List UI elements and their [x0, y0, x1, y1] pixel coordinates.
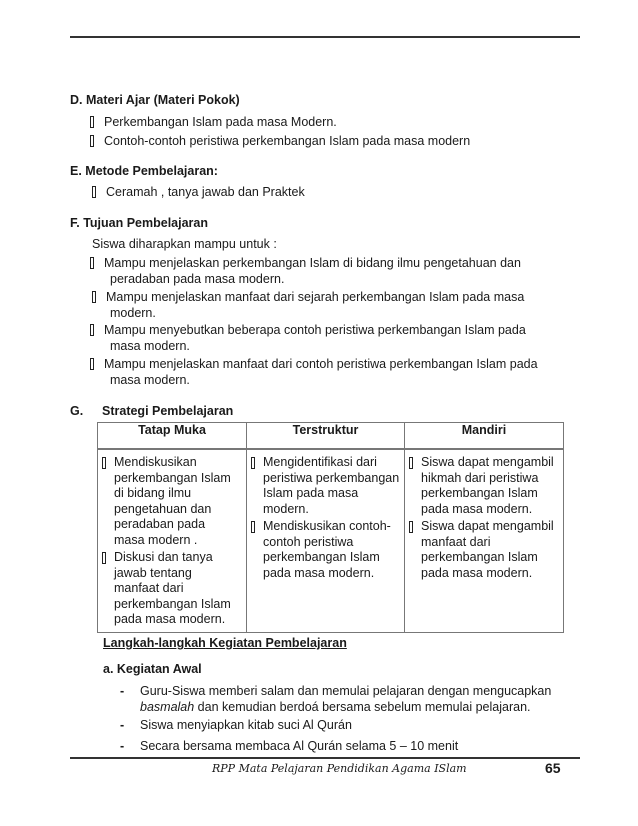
dash-icon: -	[120, 718, 125, 732]
table-cell-line: Islam pada masa	[263, 486, 359, 500]
cell-mandiri	[405, 449, 564, 632]
cell-tatap-muka	[98, 449, 247, 632]
table-cell-item	[409, 455, 559, 517]
section-f-item-cont: peradaban pada masa modern.	[110, 272, 285, 286]
bullet-icon	[409, 521, 413, 533]
section-d-item: Perkembangan Islam pada masa Modern.	[90, 115, 337, 129]
section-f-item: Mampu menjelaskan manfaat dari contoh peristiwa perkembangan Islam pada	[90, 357, 538, 371]
kegiatan-awal-heading: a. Kegiatan Awal	[103, 662, 202, 676]
table-cell-line: perkembangan Islam	[263, 550, 380, 564]
top-rule	[70, 36, 580, 38]
table-cell-line: Mendiskusikan	[114, 455, 197, 469]
section-g-label: G.	[70, 404, 84, 418]
section-f-item: Mampu menyebutkan beberapa contoh peristiwa perkembangan Islam pada	[90, 323, 526, 337]
table-cell-line: Siswa dapat mengambil	[421, 455, 554, 469]
table-cell-line: perkembangan Islam	[421, 550, 538, 564]
kegiatan-item: - Secara bersama membaca Al Qurán selama 5 – 10 menit	[120, 739, 459, 753]
header-tatap-muka: Tatap Muka	[98, 423, 247, 450]
table-cell-line: manfaat dari	[421, 534, 491, 549]
bullet-icon	[102, 552, 106, 564]
bullet-icon	[90, 358, 94, 370]
table-cell-line: modern.	[263, 501, 309, 516]
table-cell-text	[114, 550, 231, 628]
strategy-table-header	[98, 423, 564, 450]
section-f-item-cont: masa modern.	[110, 339, 190, 353]
table-cell-text	[114, 455, 231, 548]
section-e-heading: E. Metode Pembelajaran:	[70, 164, 218, 178]
table-cell-item	[251, 519, 400, 581]
table-cell-item	[409, 519, 559, 581]
strategy-table-row	[98, 449, 564, 632]
section-f-heading: F. Tujuan Pembelajaran	[70, 216, 209, 230]
header-terstruktur: Terstruktur	[247, 423, 405, 450]
table-cell-line: jawab tentang	[114, 565, 192, 580]
dash-icon: -	[120, 684, 125, 698]
table-cell-line: pada masa modern.	[421, 501, 533, 516]
page-number: 65	[545, 760, 561, 776]
table-cell-item	[102, 455, 242, 548]
table-cell-item	[102, 550, 242, 628]
header-mandiri: Mandiri	[405, 423, 564, 450]
bullet-icon	[90, 324, 94, 336]
kegiatan-item: - Siswa menyiapkan kitab suci Al Qurán	[120, 718, 352, 732]
bullet-icon	[251, 521, 255, 533]
table-cell-line: peradaban pada	[114, 517, 206, 531]
footer-text: RPP Mata Pelajaran Pendidikan Agama ISlam	[212, 762, 467, 775]
section-f-item: Mampu menjelaskan perkembangan Islam di bidang ilmu pengetahuan dan	[90, 256, 521, 270]
kegiatan-item: - Guru-Siswa memberi salam dan memulai pelajaran dengan mengucapkan	[120, 684, 552, 698]
section-d-heading: D. Materi Ajar (Materi Pokok)	[70, 93, 240, 107]
cell-terstruktur	[247, 449, 405, 632]
table-cell-line: peristiwa perkembangan	[263, 470, 400, 485]
table-cell-line: perkembangan Islam	[114, 470, 231, 485]
table-cell-item	[251, 455, 400, 517]
table-cell-line: Diskusi dan tanya	[114, 550, 213, 564]
section-f-intro: Siswa diharapkan mampu untuk :	[92, 237, 277, 251]
table-cell-line: perkembangan Islam	[421, 486, 538, 500]
section-f-item-cont: modern.	[110, 306, 156, 320]
bullet-icon	[90, 116, 94, 128]
table-cell-line: Mengidentifikasi dari	[263, 455, 377, 469]
table-cell-line: manfaat dari	[114, 581, 184, 595]
bullet-icon	[90, 135, 94, 147]
table-cell-line: masa modern .	[114, 532, 198, 547]
section-g-heading: Strategi Pembelajaran	[102, 404, 234, 418]
strategy-table	[97, 422, 564, 633]
dash-icon: -	[120, 739, 125, 753]
table-cell-text	[263, 519, 391, 581]
section-f-item-cont: masa modern.	[110, 373, 190, 387]
section-d-item: Contoh-contoh peristiwa perkembangan Islam pada masa modern	[90, 134, 470, 148]
table-cell-line: contoh peristiwa	[263, 534, 354, 549]
table-cell-line: hikmah dari peristiwa	[421, 470, 539, 485]
bullet-icon	[251, 457, 255, 469]
langkah-heading: Langkah-langkah Kegiatan Pembelajaran	[103, 636, 347, 650]
section-e-item: Ceramah , tanya jawab dan Praktek	[92, 185, 305, 199]
table-cell-line: pada masa modern.	[263, 565, 375, 580]
table-cell-line: perkembangan Islam	[114, 596, 231, 611]
table-cell-text	[263, 455, 399, 517]
section-f-item: Mampu menjelaskan manfaat dari sejarah perkembangan Islam pada masa	[92, 290, 524, 304]
table-cell-line: Siswa dapat mengambil	[421, 519, 554, 533]
table-cell-line: di bidang ilmu	[114, 486, 192, 500]
table-cell-line: pengetahuan dan	[114, 501, 212, 516]
table-cell-line: Mendiskusikan contoh-	[263, 519, 391, 533]
footer-rule	[70, 757, 580, 759]
bullet-icon	[102, 457, 106, 469]
bullet-icon	[92, 186, 96, 198]
bullet-icon	[409, 457, 413, 469]
table-cell-text	[421, 519, 554, 581]
table-cell-line: pada masa modern.	[114, 612, 226, 626]
bullet-icon	[92, 291, 96, 303]
table-cell-text	[421, 455, 554, 517]
table-cell-line: pada masa modern.	[421, 565, 533, 580]
kegiatan-item-cont: basmalah dan kemudian berdoá bersama sebelum memulai pelajaran.	[140, 700, 531, 714]
bullet-icon	[90, 257, 94, 269]
